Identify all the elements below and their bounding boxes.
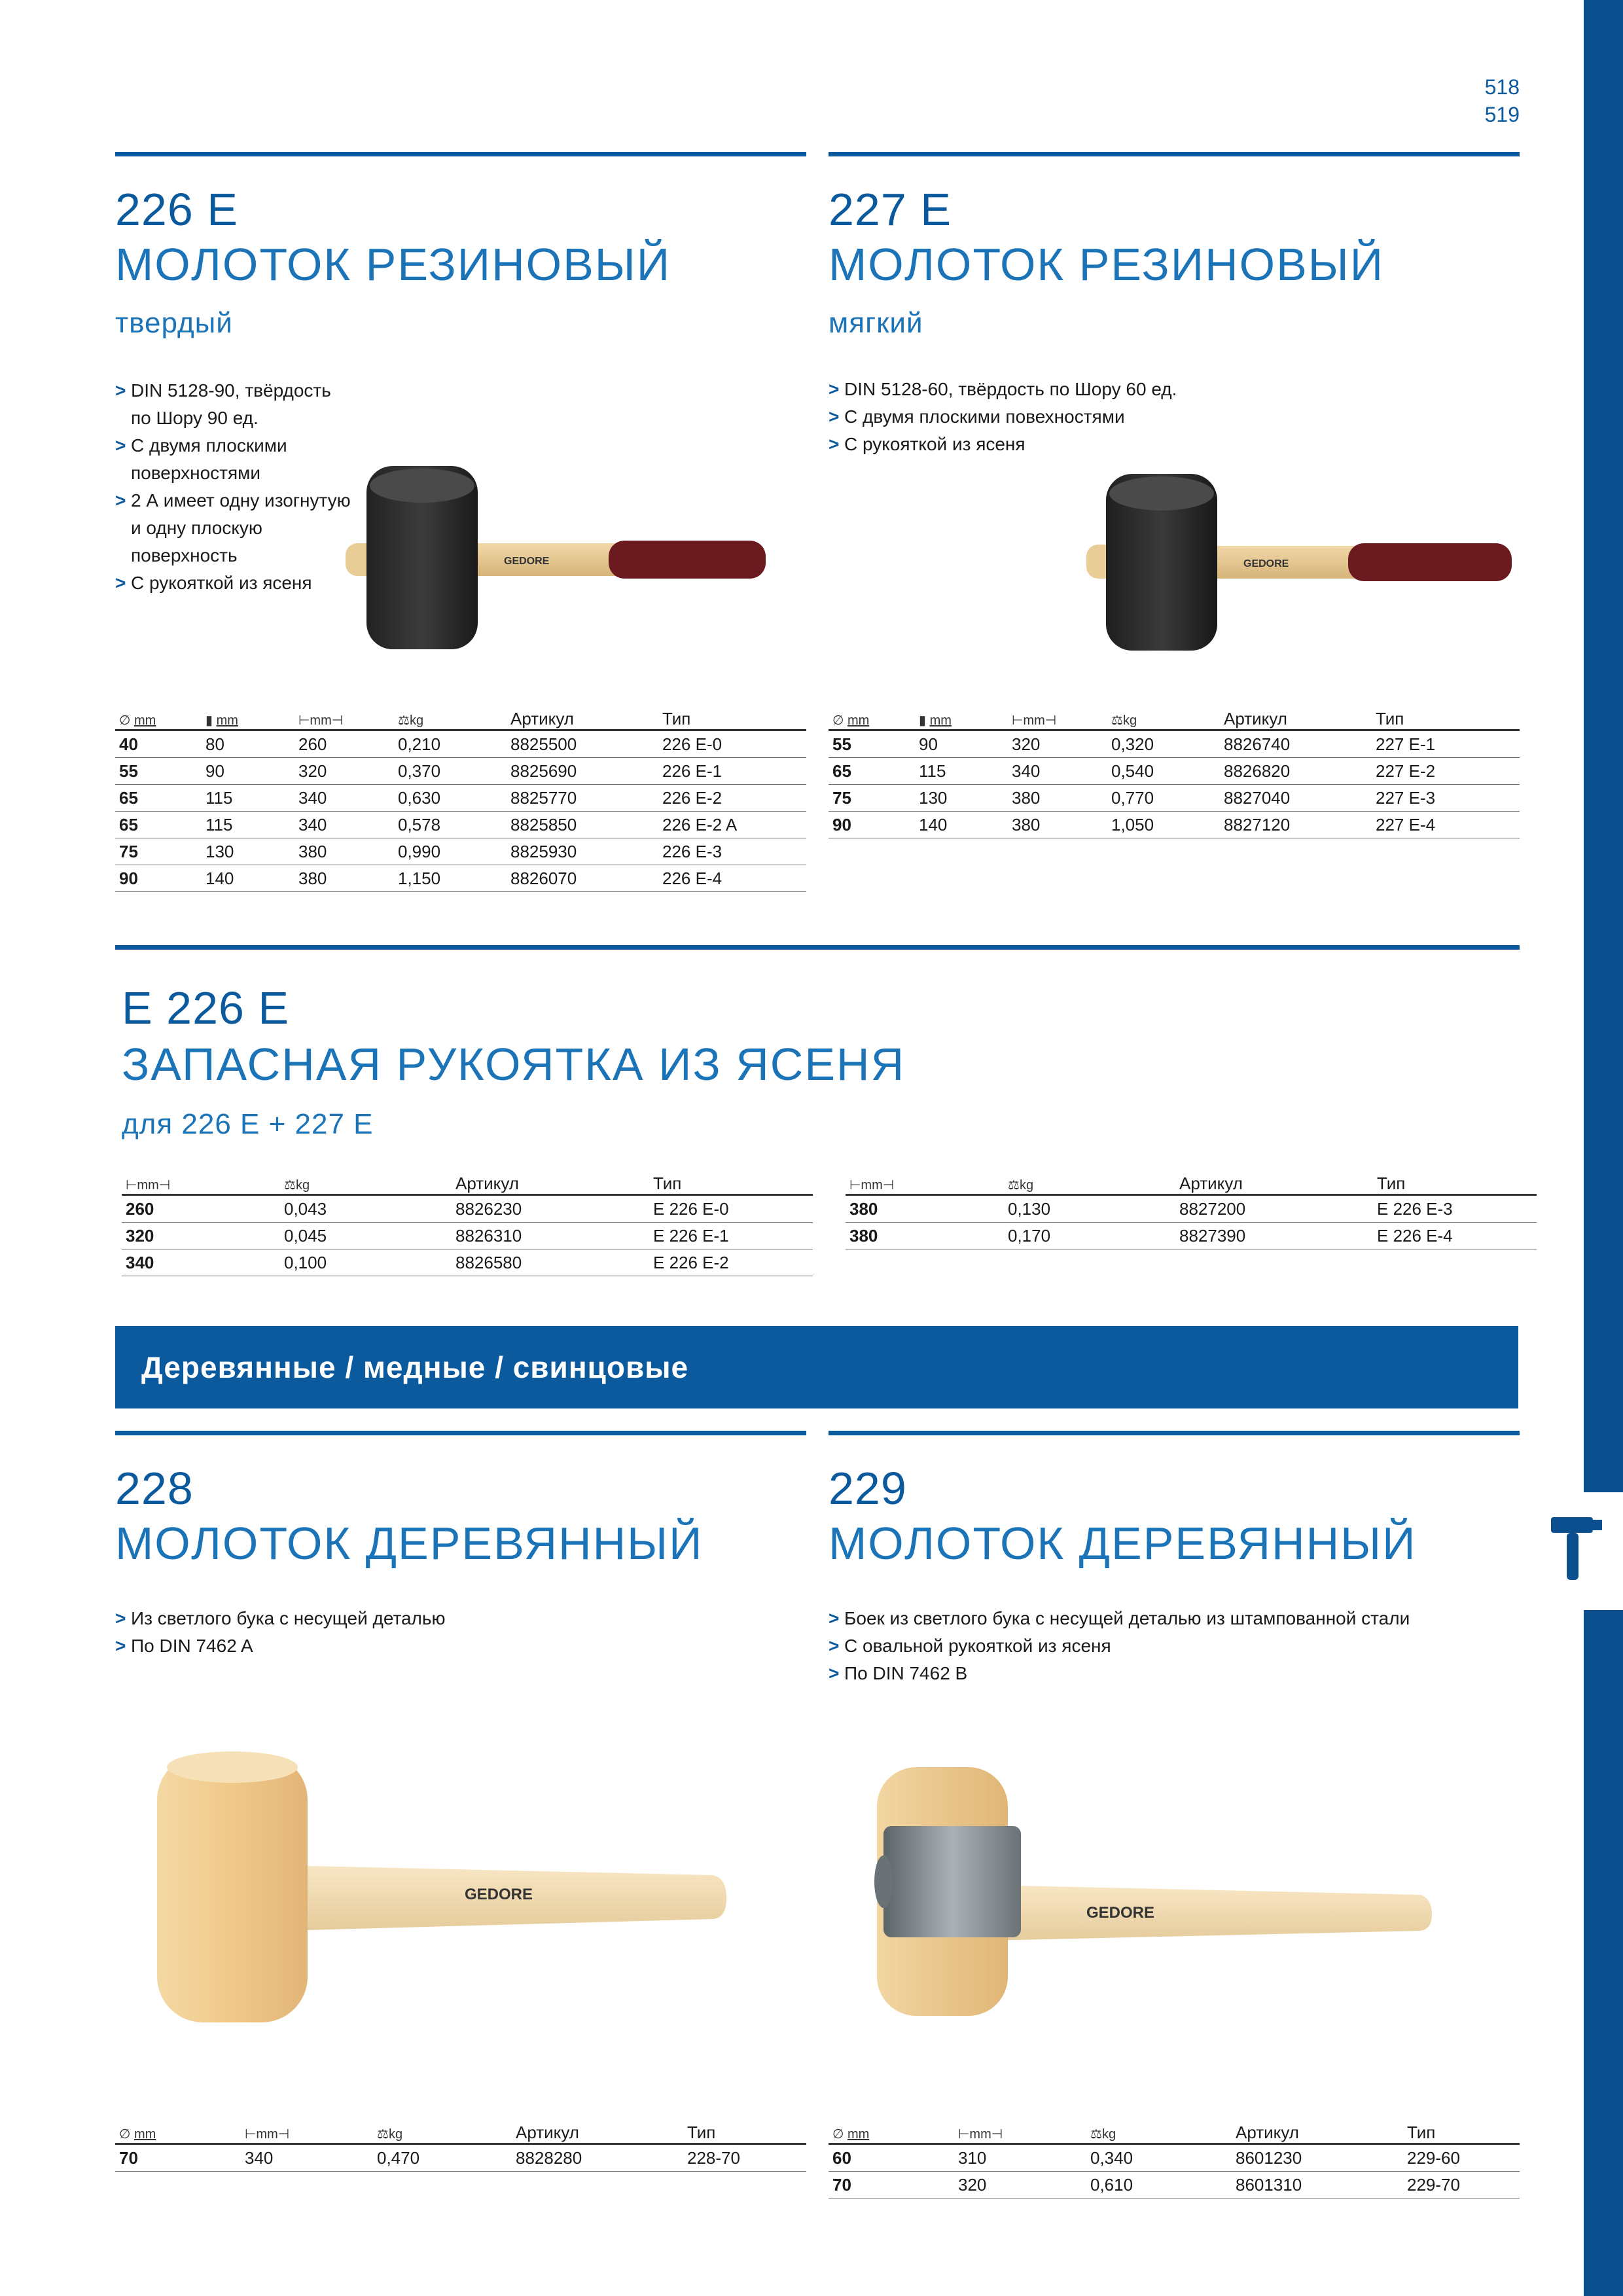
table-cell: 65 bbox=[115, 785, 202, 812]
feature-line: по Шору 90 ед. bbox=[131, 408, 259, 428]
feature-item bbox=[829, 1605, 1483, 1632]
table-cell: 8827040 bbox=[1220, 785, 1372, 812]
table-row bbox=[829, 785, 1520, 812]
weight-icon: ⚖kg bbox=[1111, 713, 1137, 728]
feature-line: 2 А имеет одну изогнутую bbox=[131, 490, 351, 511]
spec-table-e226e-right bbox=[846, 1169, 1537, 1249]
table-cell: 8601230 bbox=[1232, 2144, 1403, 2172]
page-number-right: 519 bbox=[1484, 103, 1520, 126]
table-row bbox=[115, 730, 806, 758]
feature-item bbox=[115, 377, 351, 432]
section-number-226e: 226 E bbox=[115, 184, 238, 235]
table-cell: 65 bbox=[829, 758, 915, 785]
col-type: Тип bbox=[1403, 2118, 1520, 2144]
table-cell: 226 E-3 bbox=[658, 838, 806, 865]
length-icon: ⊢mm⊣ bbox=[849, 1178, 895, 1193]
feature-list-229 bbox=[829, 1605, 1483, 1687]
feature-line: С рукояткой из ясеня bbox=[131, 573, 312, 593]
table-cell: 226 E-1 bbox=[658, 758, 806, 785]
table-cell: 227 E-3 bbox=[1372, 785, 1520, 812]
diameter-icon: ∅ mm bbox=[832, 713, 870, 728]
table-cell: 0,578 bbox=[394, 812, 507, 838]
section-subtitle-e226e: для 226 E + 227 E bbox=[122, 1108, 374, 1140]
table-cell: 90 bbox=[915, 730, 1008, 758]
length-icon: ⊢mm⊣ bbox=[958, 2127, 1003, 2142]
table-cell: 8826230 bbox=[452, 1195, 649, 1223]
section-title-227e: МОЛОТОК РЕЗИНОВЫЙ bbox=[829, 239, 1385, 290]
section-title-228: МОЛОТОК ДЕРЕВЯННЫЙ bbox=[115, 1518, 704, 1569]
col-type: Тип bbox=[1372, 704, 1520, 730]
table-cell: 8826820 bbox=[1220, 758, 1372, 785]
category-banner-label: Деревянные / медные / свинцовые bbox=[141, 1350, 689, 1384]
feature-item bbox=[115, 487, 351, 569]
table-cell: 8826070 bbox=[507, 865, 658, 892]
table-cell: 380 bbox=[846, 1223, 1004, 1249]
feature-line: С двумя плоскими повехностями bbox=[844, 406, 1125, 427]
table-cell: 8827120 bbox=[1220, 812, 1372, 838]
feature-line: DIN 5128-60, твёрдость по Шору 60 ед. bbox=[844, 379, 1177, 399]
table-row bbox=[829, 2144, 1520, 2172]
table-cell: 8828280 bbox=[512, 2144, 683, 2172]
table-row bbox=[829, 2172, 1520, 2198]
table-cell: 115 bbox=[202, 812, 294, 838]
table-cell: 0,045 bbox=[280, 1223, 452, 1249]
spec-table-228 bbox=[115, 2118, 806, 2172]
chevron-right-icon: > bbox=[115, 1636, 126, 1656]
table-cell: 320 bbox=[954, 2172, 1086, 2198]
table-cell: 130 bbox=[202, 838, 294, 865]
section-number-227e: 227 E bbox=[829, 184, 952, 235]
table-cell: 8825690 bbox=[507, 758, 658, 785]
table-cell: 260 bbox=[122, 1195, 280, 1223]
col-article: Артикул bbox=[1220, 704, 1372, 730]
chevron-right-icon: > bbox=[115, 573, 126, 593]
feature-item bbox=[829, 1632, 1483, 1660]
side-tab-bar bbox=[1584, 0, 1623, 2296]
feature-item bbox=[829, 1660, 1483, 1687]
diameter-icon: ∅ mm bbox=[832, 2127, 870, 2142]
table-cell: 75 bbox=[829, 785, 915, 812]
feature-line: поверхностями bbox=[131, 463, 261, 483]
table-cell: 140 bbox=[915, 812, 1008, 838]
table-cell: 80 bbox=[202, 730, 294, 758]
table-cell: 226 E-2 bbox=[658, 785, 806, 812]
table-cell: 65 bbox=[115, 812, 202, 838]
section-number-228: 228 bbox=[115, 1463, 194, 1514]
table-cell: 229-60 bbox=[1403, 2144, 1520, 2172]
table-cell: 90 bbox=[202, 758, 294, 785]
table-cell: E 226 E-3 bbox=[1373, 1195, 1537, 1223]
table-cell: 226 E-0 bbox=[658, 730, 806, 758]
col-article: Артикул bbox=[507, 704, 658, 730]
section-rule bbox=[829, 1431, 1520, 1435]
length-icon: ⊢mm⊣ bbox=[245, 2127, 290, 2142]
chevron-right-icon: > bbox=[115, 490, 126, 511]
table-cell: 0,100 bbox=[280, 1249, 452, 1276]
table-cell: 60 bbox=[829, 2144, 954, 2172]
table-row bbox=[122, 1249, 813, 1276]
section-rule bbox=[115, 945, 1520, 950]
table-cell: 130 bbox=[915, 785, 1008, 812]
feature-line: Боек из светлого бука с несущей деталью из штампованной стали bbox=[844, 1608, 1410, 1628]
feature-item bbox=[115, 1632, 639, 1660]
brand-mark: GEDORE bbox=[504, 556, 550, 567]
section-subtitle-226e: твердый bbox=[115, 307, 233, 339]
col-type: Тип bbox=[683, 2118, 806, 2144]
table-cell: 70 bbox=[115, 2144, 241, 2172]
length-icon: ⊢mm⊣ bbox=[298, 713, 344, 728]
feature-list-228 bbox=[115, 1605, 639, 1660]
table-cell: 8825770 bbox=[507, 785, 658, 812]
table-cell: 227 E-2 bbox=[1372, 758, 1520, 785]
table-cell: 8826580 bbox=[452, 1249, 649, 1276]
table-cell: 70 bbox=[829, 2172, 954, 2198]
section-number-e226e: E 226 E bbox=[122, 982, 290, 1033]
diameter-icon: ∅ mm bbox=[119, 713, 156, 728]
table-row bbox=[115, 812, 806, 838]
table-cell: 320 bbox=[122, 1223, 280, 1249]
table-cell: 0,540 bbox=[1107, 758, 1220, 785]
feature-item bbox=[829, 403, 1287, 431]
table-row bbox=[115, 785, 806, 812]
length-icon: ⊢mm⊣ bbox=[1012, 713, 1057, 728]
feature-item bbox=[115, 569, 351, 597]
table-cell: 90 bbox=[829, 812, 915, 838]
table-cell: 0,170 bbox=[1004, 1223, 1175, 1249]
chevron-right-icon: > bbox=[829, 434, 840, 454]
table-cell: 40 bbox=[115, 730, 202, 758]
table-row bbox=[829, 758, 1520, 785]
weight-icon: ⚖kg bbox=[377, 2127, 403, 2142]
table-row bbox=[122, 1195, 813, 1223]
table-cell: E 226 E-1 bbox=[649, 1223, 813, 1249]
hammer-icon bbox=[1548, 1511, 1603, 1583]
table-cell: 226 E-2 A bbox=[658, 812, 806, 838]
table-cell: 310 bbox=[954, 2144, 1086, 2172]
wooden-hammer-image bbox=[151, 1741, 740, 2029]
chevron-right-icon: > bbox=[829, 1663, 840, 1683]
table-cell: 90 bbox=[115, 865, 202, 892]
weight-icon: ⚖kg bbox=[398, 713, 424, 728]
table-cell: 8825500 bbox=[507, 730, 658, 758]
table-cell: 227 E-1 bbox=[1372, 730, 1520, 758]
section-rule bbox=[115, 1431, 806, 1435]
table-cell: E 226 E-2 bbox=[649, 1249, 813, 1276]
table-cell: 228-70 bbox=[683, 2144, 806, 2172]
table-cell: 8826740 bbox=[1220, 730, 1372, 758]
table-cell: 0,043 bbox=[280, 1195, 452, 1223]
chevron-right-icon: > bbox=[115, 1608, 126, 1628]
section-number-229: 229 bbox=[829, 1463, 907, 1514]
col-type: Тип bbox=[1373, 1169, 1537, 1195]
weight-icon: ⚖kg bbox=[1090, 2127, 1116, 2142]
table-cell: 0,340 bbox=[1086, 2144, 1232, 2172]
table-cell: E 226 E-4 bbox=[1373, 1223, 1537, 1249]
spec-table-226e bbox=[115, 704, 806, 892]
spec-table-e226e-left bbox=[122, 1169, 813, 1276]
chevron-right-icon: > bbox=[829, 379, 840, 399]
spec-table-229 bbox=[829, 2118, 1520, 2198]
feature-line: DIN 5128-90, твёрдость bbox=[131, 380, 331, 401]
feature-list-227e bbox=[829, 376, 1287, 458]
feature-line: и одну плоскую поверхность bbox=[131, 518, 262, 565]
table-cell: 55 bbox=[829, 730, 915, 758]
table-row bbox=[115, 2144, 806, 2172]
table-cell: 340 bbox=[241, 2144, 373, 2172]
table-cell: 226 E-4 bbox=[658, 865, 806, 892]
wooden-steel-hammer-image bbox=[870, 1754, 1446, 2029]
table-cell: 115 bbox=[915, 758, 1008, 785]
section-rule bbox=[829, 152, 1520, 156]
feature-item bbox=[829, 376, 1287, 403]
feature-line: С двумя плоскими bbox=[131, 435, 287, 456]
table-cell: 0,610 bbox=[1086, 2172, 1232, 2198]
table-cell: 340 bbox=[122, 1249, 280, 1276]
chevron-right-icon: > bbox=[829, 406, 840, 427]
table-cell: 260 bbox=[294, 730, 394, 758]
col-type: Тип bbox=[658, 704, 806, 730]
table-cell: 0,990 bbox=[394, 838, 507, 865]
table-cell: 0,130 bbox=[1004, 1195, 1175, 1223]
table-cell: 227 E-4 bbox=[1372, 812, 1520, 838]
weight-icon: ⚖kg bbox=[1008, 1178, 1034, 1193]
height-icon: ▮ mm bbox=[919, 713, 952, 728]
section-title-226e: МОЛОТОК РЕЗИНОВЫЙ bbox=[115, 239, 671, 290]
table-row bbox=[829, 812, 1520, 838]
brand-mark: GEDORE bbox=[1243, 558, 1289, 569]
table-cell: 380 bbox=[846, 1195, 1004, 1223]
table-row bbox=[829, 730, 1520, 758]
table-cell: 8825850 bbox=[507, 812, 658, 838]
feature-item bbox=[829, 431, 1287, 458]
section-title-229: МОЛОТОК ДЕРЕВЯННЫЙ bbox=[829, 1518, 1417, 1569]
rubber-hammer-soft-image bbox=[1080, 467, 1525, 657]
feature-item bbox=[115, 432, 351, 487]
table-cell: 340 bbox=[1008, 758, 1107, 785]
feature-item bbox=[115, 1605, 639, 1632]
table-cell: 320 bbox=[294, 758, 394, 785]
length-icon: ⊢mm⊣ bbox=[126, 1178, 171, 1193]
page-number-left: 518 bbox=[1484, 75, 1520, 99]
col-article: Артикул bbox=[1175, 1169, 1373, 1195]
section-subtitle-227e: мягкий bbox=[829, 307, 923, 339]
chevron-right-icon: > bbox=[829, 1636, 840, 1656]
table-cell: 0,210 bbox=[394, 730, 507, 758]
brand-mark: GEDORE bbox=[465, 1886, 533, 1903]
col-article: Артикул bbox=[512, 2118, 683, 2144]
col-type: Тип bbox=[649, 1169, 813, 1195]
col-article: Артикул bbox=[452, 1169, 649, 1195]
feature-list-226e bbox=[115, 377, 351, 597]
table-cell: 1,050 bbox=[1107, 812, 1220, 838]
spec-table-227e bbox=[829, 704, 1520, 838]
table-cell: 0,320 bbox=[1107, 730, 1220, 758]
chevron-right-icon: > bbox=[115, 380, 126, 401]
feature-line: С овальной рукояткой из ясеня bbox=[844, 1636, 1111, 1656]
rubber-hammer-hard-image bbox=[334, 458, 792, 655]
table-cell: 8827200 bbox=[1175, 1195, 1373, 1223]
table-cell: 1,150 bbox=[394, 865, 507, 892]
brand-mark: GEDORE bbox=[1086, 1904, 1155, 1922]
height-icon: ▮ mm bbox=[205, 713, 238, 728]
table-cell: 8601310 bbox=[1232, 2172, 1403, 2198]
feature-line: По DIN 7462 B bbox=[844, 1663, 968, 1683]
table-cell: 8825930 bbox=[507, 838, 658, 865]
col-article: Артикул bbox=[1232, 2118, 1403, 2144]
table-cell: 115 bbox=[202, 785, 294, 812]
table-cell: 0,630 bbox=[394, 785, 507, 812]
diameter-icon: ∅ mm bbox=[119, 2127, 156, 2142]
table-cell: 75 bbox=[115, 838, 202, 865]
table-cell: 0,370 bbox=[394, 758, 507, 785]
table-cell: 340 bbox=[294, 812, 394, 838]
table-row bbox=[115, 838, 806, 865]
table-cell: 320 bbox=[1008, 730, 1107, 758]
category-banner bbox=[115, 1326, 1518, 1408]
table-cell: 55 bbox=[115, 758, 202, 785]
table-cell: 8826310 bbox=[452, 1223, 649, 1249]
table-row bbox=[115, 758, 806, 785]
table-cell: 380 bbox=[294, 865, 394, 892]
section-rule bbox=[115, 152, 806, 156]
chevron-right-icon: > bbox=[829, 1608, 840, 1628]
table-cell: 140 bbox=[202, 865, 294, 892]
chevron-right-icon: > bbox=[115, 435, 126, 456]
table-cell: 380 bbox=[1008, 785, 1107, 812]
table-cell: 0,770 bbox=[1107, 785, 1220, 812]
feature-line: По DIN 7462 A bbox=[131, 1636, 253, 1656]
table-row bbox=[846, 1195, 1537, 1223]
table-row bbox=[115, 865, 806, 892]
table-cell: 229-70 bbox=[1403, 2172, 1520, 2198]
table-cell: 8827390 bbox=[1175, 1223, 1373, 1249]
table-cell: E 226 E-0 bbox=[649, 1195, 813, 1223]
table-cell: 0,470 bbox=[373, 2144, 512, 2172]
section-title-e226e: ЗАПАСНАЯ РУКОЯТКА ИЗ ЯСЕНЯ bbox=[122, 1039, 906, 1090]
feature-line: Из светлого бука с несущей деталью bbox=[131, 1608, 446, 1628]
table-row bbox=[122, 1223, 813, 1249]
table-cell: 380 bbox=[294, 838, 394, 865]
page-numbers bbox=[1485, 73, 1520, 128]
feature-line: С рукояткой из ясеня bbox=[844, 434, 1026, 454]
weight-icon: ⚖kg bbox=[284, 1178, 310, 1193]
table-cell: 380 bbox=[1008, 812, 1107, 838]
table-row bbox=[846, 1223, 1537, 1249]
table-cell: 340 bbox=[294, 785, 394, 812]
